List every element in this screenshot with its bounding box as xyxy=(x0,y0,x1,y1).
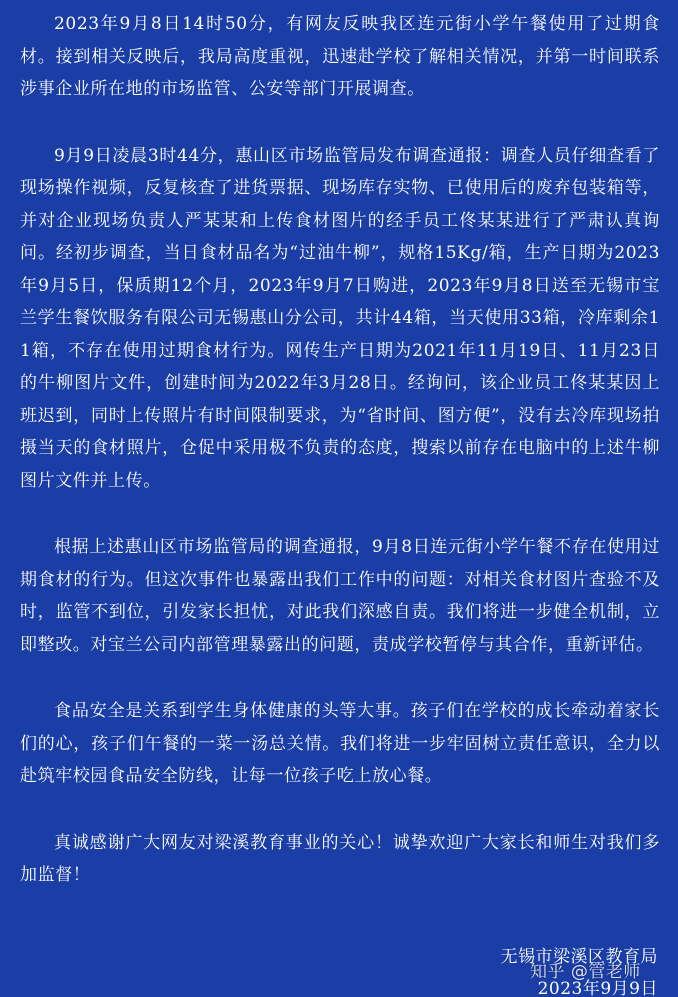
issue-date: 2023年9月9日 xyxy=(537,979,658,997)
paragraph-investigation-findings: 9月9日凌晨3时44分，惠山区市场监管局发布调查通报：调查人员仔细查看了现场操作视频，反复核查了进货票据、现场库存实物、已使用后的废弃包装箱等，并对企业现场负责人严某某和上传食材图片的经手员工佟某某进行了严肃认真询问。经初步调查，当日食材品名为“过油牛柳”，规格15Kg/箱，生产日期为2023年9月5日，保质期12个月，2023年9月7日购进，2023年9月8日送至无锡市宝兰学生餐饮服务有限公司无锡惠山分公司，共计44箱，当天使用33箱，冷库剩余11箱，不存在使用过期食材行为。网传生产日期为2021年11月19日、11月23日的牛柳图片文件，创建时间为2022年3月28日。经询问，该企业员工佟某某因上班迟到，同时上传照片有时间限制要求，为“省时间、图方便”，没有去冷库现场拍摄当天的食材照片，仓促中采用极不负责的态度，搜索以前存在电脑中的上述牛柳图片文件并上传。 xyxy=(20,145,660,491)
notice-body xyxy=(20,8,660,892)
paragraph-thanks: 真诚感谢广大网友对梁溪教育事业的关心！诚挚欢迎广大家长和师生对我们多加监督！ xyxy=(20,832,660,885)
paragraph-food-safety-commitment: 食品安全是关系到学生身体健康的头等大事。孩子们在学校的成长牵动着家长们的心，孩子们午餐的一菜一汤总关情。我们将进一步牢固树立责任意识，全力以赴筑牢校园食品安全防线，让每一位孩子吃上放心餐。 xyxy=(20,701,660,786)
paragraph-spacer xyxy=(20,497,660,531)
issuing-organization: 无锡市梁溪区教育局 xyxy=(500,947,658,967)
signature-block xyxy=(501,941,659,997)
paragraph-incident-report: 2023年9月8日14时50分，有网友反映我区连元街小学午餐使用了过期食材。接到相关反映后，我局高度重视，迅速赴学校了解相关情况，并第一时间联系涉事企业所在地的市场监管、公安等部门开展调查。 xyxy=(20,14,660,99)
paragraph-spacer xyxy=(20,793,660,827)
paragraph-spacer xyxy=(20,661,660,695)
paragraph-conclusion-and-measures: 根据上述惠山区市场监管局的调查通报，9月8日连元街小学午餐不存在使用过期食材的行为。但这次事件也暴露出我们工作中的问题：对相关食材图片查验不及时，监管不到位，引发家长担忧，对此我们深感自责。我们将进一步健全机制，立即整改。对宝兰公司内部管理暴露出的问题，责成学校暂停与其合作，重新评估。 xyxy=(20,537,660,655)
zhihu-watermark: 知乎 @管老师 xyxy=(530,962,641,982)
paragraph-spacer xyxy=(20,106,660,140)
